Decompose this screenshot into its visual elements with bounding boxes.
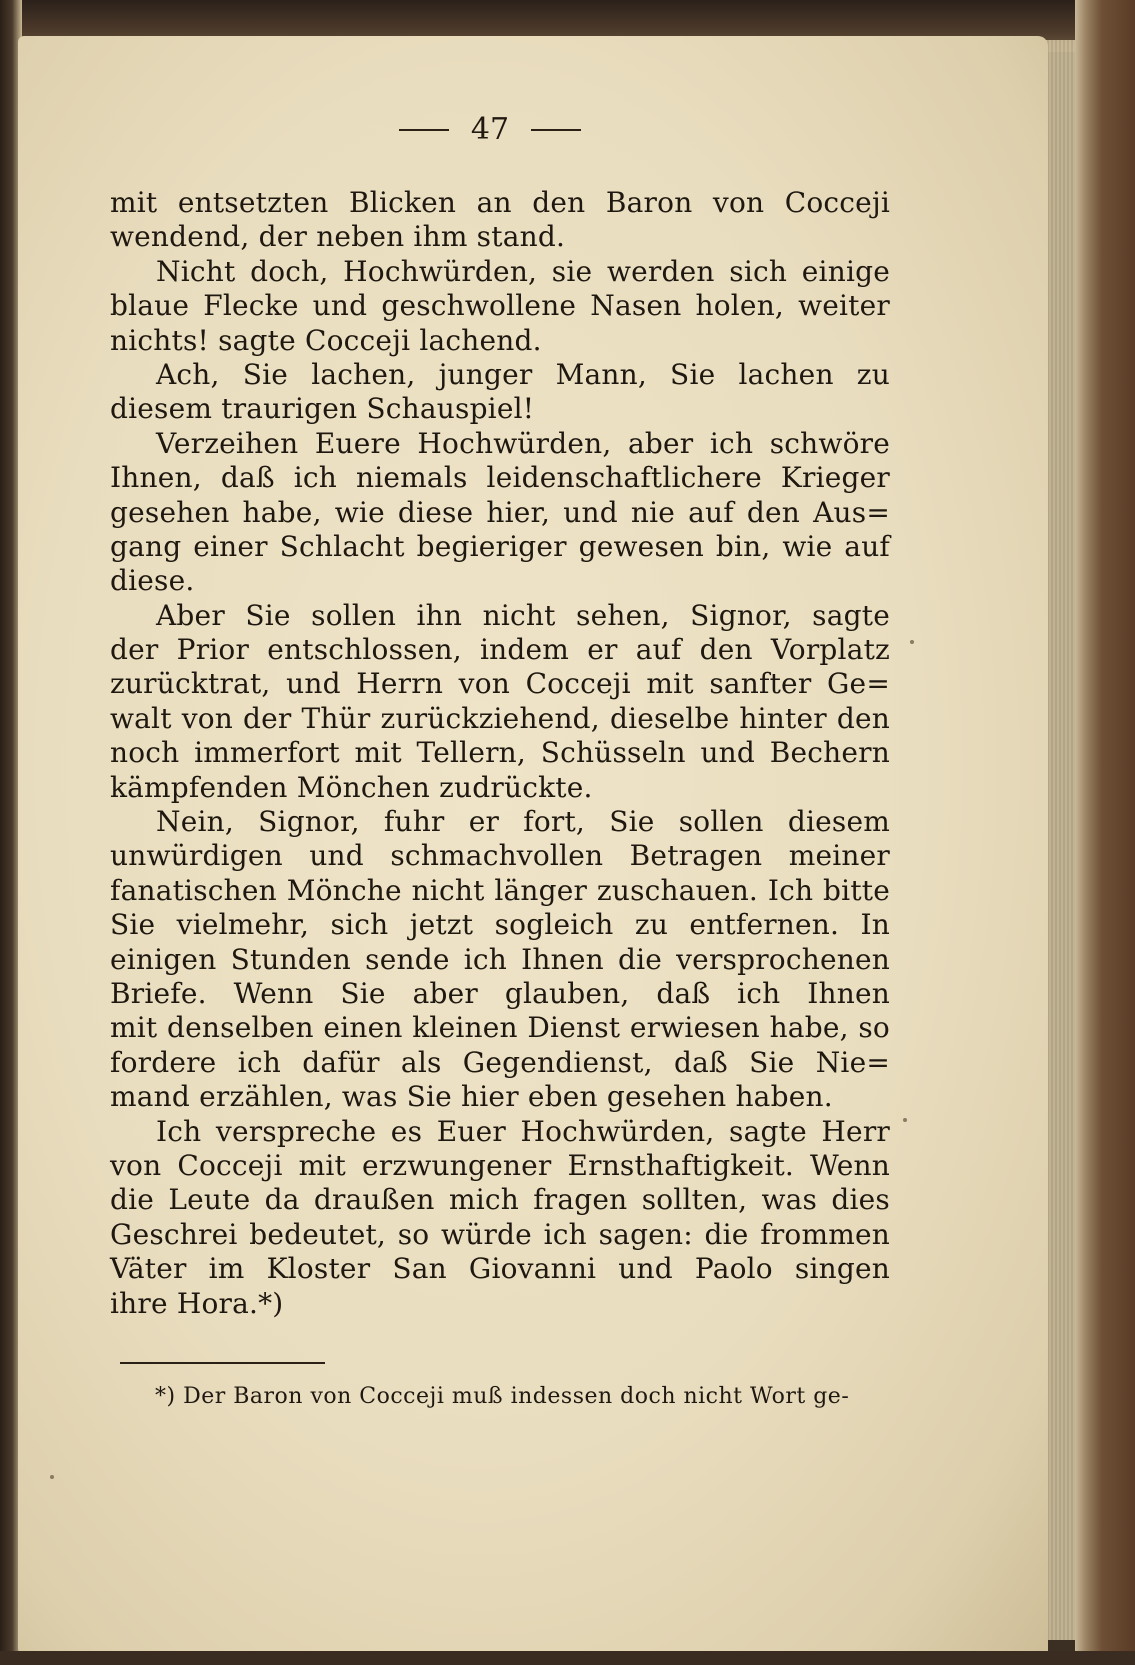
text-line: Geschrei bedeutet, so würde ich sagen: die frommen [110,1217,890,1251]
footnote-rule [120,1362,325,1364]
text-line: mand erzählen, was Sie hier eben gesehen haben. [110,1080,833,1114]
text-line: Nein, Signor, fuhr er fort, Sie sollen diesem [156,805,890,839]
text-line: Sie vielmehr, sich jetzt sogleich zu entfernen. In [110,908,890,942]
text-line: Ihnen, daß ich niemals leidenschaftlichere Krieger [110,461,890,495]
text-line: von Cocceji mit erzwungener Ernsthaftigkeit. Wenn [110,1148,890,1182]
page-header [380,112,600,147]
page-stack-edges [1045,40,1075,1640]
text-line: Ich verspreche es Euer Hochwürden, sagte Herr [156,1114,890,1148]
text-line: Ach, Sie lachen, junger Mann, Sie lachen zu [156,357,890,391]
paper-speck [910,640,914,644]
text-line: ihre Hora.*) [110,1286,284,1320]
header-dash-right [531,129,581,131]
text-line: zurücktrat, und Herrn von Cocceji mit sanfter Ge= [110,667,890,701]
text-line: mit entsetzten Blicken an den Baron von Cocceji [110,186,890,219]
text-line: Briefe. Wenn Sie aber glauben, daß ich Ihnen [110,976,890,1010]
body-text [110,186,890,1321]
text-line: nichts! sagte Cocceji lachend. [110,323,542,357]
book-cover-edge-right [1075,0,1135,1665]
text-line: fanatischen Mönche nicht länger zuschauen. Ich bitte [110,873,890,907]
text-line: unwürdigen und schmachvollen Betragen meiner [110,839,890,873]
text-line: fordere ich dafür als Gegendienst, daß Sie Nie= [110,1045,890,1079]
text-line: diese. [110,564,195,598]
text-line: gesehen habe, wie diese hier, und nie auf den Aus= [110,495,890,529]
text-line: einigen Stunden sende ich Ihnen die versprochenen [110,942,890,976]
book-bottom-edge [0,1651,1135,1665]
text-line: kämpfenden Mönchen zudrückte. [110,770,593,804]
footnote: *) Der Baron von Cocceji muß indessen doch nicht Wort ge- [155,1384,850,1409]
text-line: die Leute da draußen mich fragen sollten, was dies [110,1183,890,1217]
text-line: Väter im Kloster San Giovanni und Paolo singen [110,1252,890,1286]
text-line: mit denselben einen kleinen Dienst erwiesen habe, so [110,1011,890,1045]
text-line: wendend, der neben ihm stand. [110,220,566,254]
text-line: walt von der Thür zurückziehend, dieselbe hinter den [110,701,890,735]
text-line: Verzeihen Euere Hochwürden, aber ich schwöre [156,426,890,460]
text-line: Aber Sie sollen ihn nicht sehen, Signor, sagte [156,598,890,632]
text-line: blaue Flecke und geschwollene Nasen holen, weiter [110,289,890,323]
page-number: 47 [470,112,510,147]
text-line: diesem traurigen Schauspiel! [110,392,535,426]
text-line: gang einer Schlacht begieriger gewesen bin, wie auf [110,529,890,563]
paper-speck [903,1118,907,1122]
header-dash-left [399,129,449,131]
text-line: noch immerfort mit Tellern, Schüsseln und Bechern [110,736,890,770]
text-line: Nicht doch, Hochwürden, sie werden sich einige [156,254,890,288]
text-line: der Prior entschlossen, indem er auf den Vorplatz [110,633,890,667]
paper-speck [50,1475,54,1479]
